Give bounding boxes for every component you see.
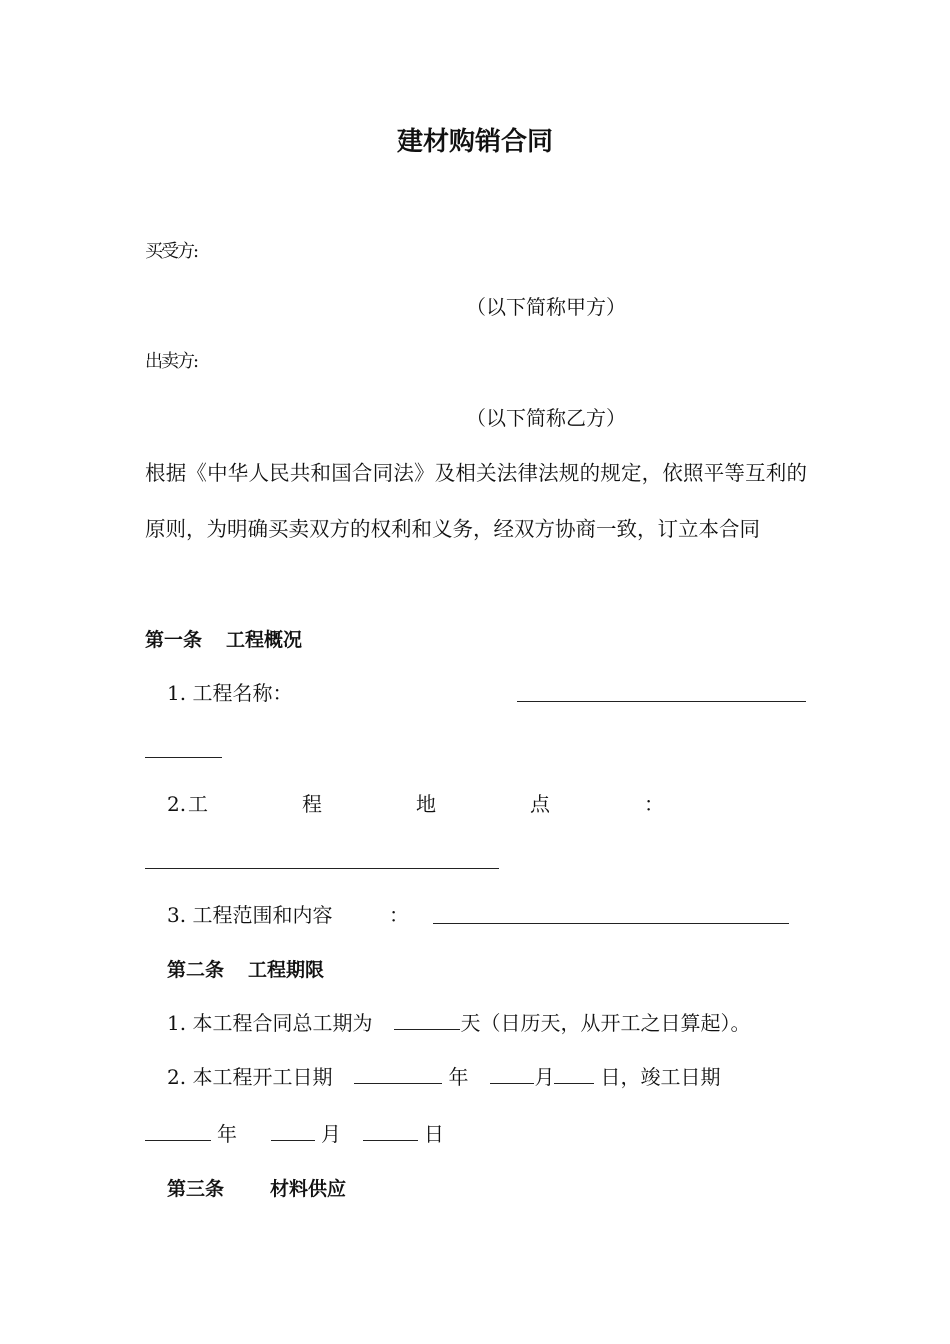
project-location-field[interactable] — [145, 868, 499, 869]
duration-suffix: 天（日历天，从开工之日算起）。 — [460, 1011, 751, 1035]
project-name-field[interactable] — [517, 701, 806, 702]
project-location-num: 2. — [167, 792, 187, 816]
project-location-char-3: 地 — [416, 792, 436, 816]
project-scope-field[interactable] — [433, 923, 789, 924]
duration-line — [167, 1011, 750, 1035]
project-name-field-continued[interactable] — [145, 757, 222, 758]
project-location-char-1: 工 — [188, 792, 208, 816]
start-date-prefix: 2. 本工程开工日期 — [167, 1065, 333, 1089]
start-year-field[interactable] — [354, 1065, 442, 1084]
project-scope-colon: ： — [389, 903, 409, 927]
end-month-label: 月 — [321, 1122, 341, 1146]
article3-title: 材料供应 — [270, 1178, 347, 1200]
end-day-label: 日 — [424, 1122, 444, 1146]
end-date-line — [145, 1122, 444, 1146]
buyer-label: 买受方: — [145, 241, 198, 262]
end-year-field[interactable] — [145, 1122, 211, 1141]
project-location-colon: ： — [644, 792, 664, 816]
article2-title: 工程期限 — [248, 959, 325, 981]
start-year-label: 年 — [448, 1065, 469, 1089]
document-title: 建材购销合同 — [396, 127, 553, 157]
preamble-paragraph: 根据《中华人民共和国合同法》及相关法律法规的规定，依照平等互利的原则，为明确买卖双方的权利和义务，经双方协商一致，订立本合同 — [145, 461, 807, 541]
article2-heading — [167, 958, 324, 982]
duration-prefix: 1. 本工程合同总工期为 — [167, 1011, 373, 1035]
start-day-field[interactable] — [554, 1065, 594, 1084]
start-month-label: 月 — [534, 1065, 555, 1089]
article3-heading — [167, 1177, 346, 1201]
end-month-field[interactable] — [271, 1122, 315, 1141]
project-name-label: 1. 工程名称： — [167, 681, 293, 705]
start-date-line — [167, 1065, 720, 1089]
article1-heading — [145, 628, 302, 652]
completion-date-label: 日，竣工日期 — [600, 1065, 721, 1089]
article1-number: 第一条 — [145, 629, 203, 651]
project-location-char-2: 程 — [302, 792, 322, 816]
seller-label: 出卖方: — [145, 351, 198, 372]
duration-days-field[interactable] — [394, 1011, 460, 1030]
end-year-label: 年 — [217, 1122, 237, 1146]
article3-number: 第三条 — [167, 1178, 225, 1200]
buyer-alias: （以下简称甲方） — [466, 295, 626, 319]
end-day-field[interactable] — [363, 1122, 418, 1141]
article1-title: 工程概况 — [226, 629, 303, 651]
start-month-field[interactable] — [490, 1065, 534, 1084]
project-location-char-4: 点 — [530, 792, 550, 816]
seller-alias: （以下简称乙方） — [466, 406, 626, 430]
project-scope-label: 3. 工程范围和内容 — [167, 903, 333, 927]
article2-number: 第二条 — [167, 959, 225, 981]
